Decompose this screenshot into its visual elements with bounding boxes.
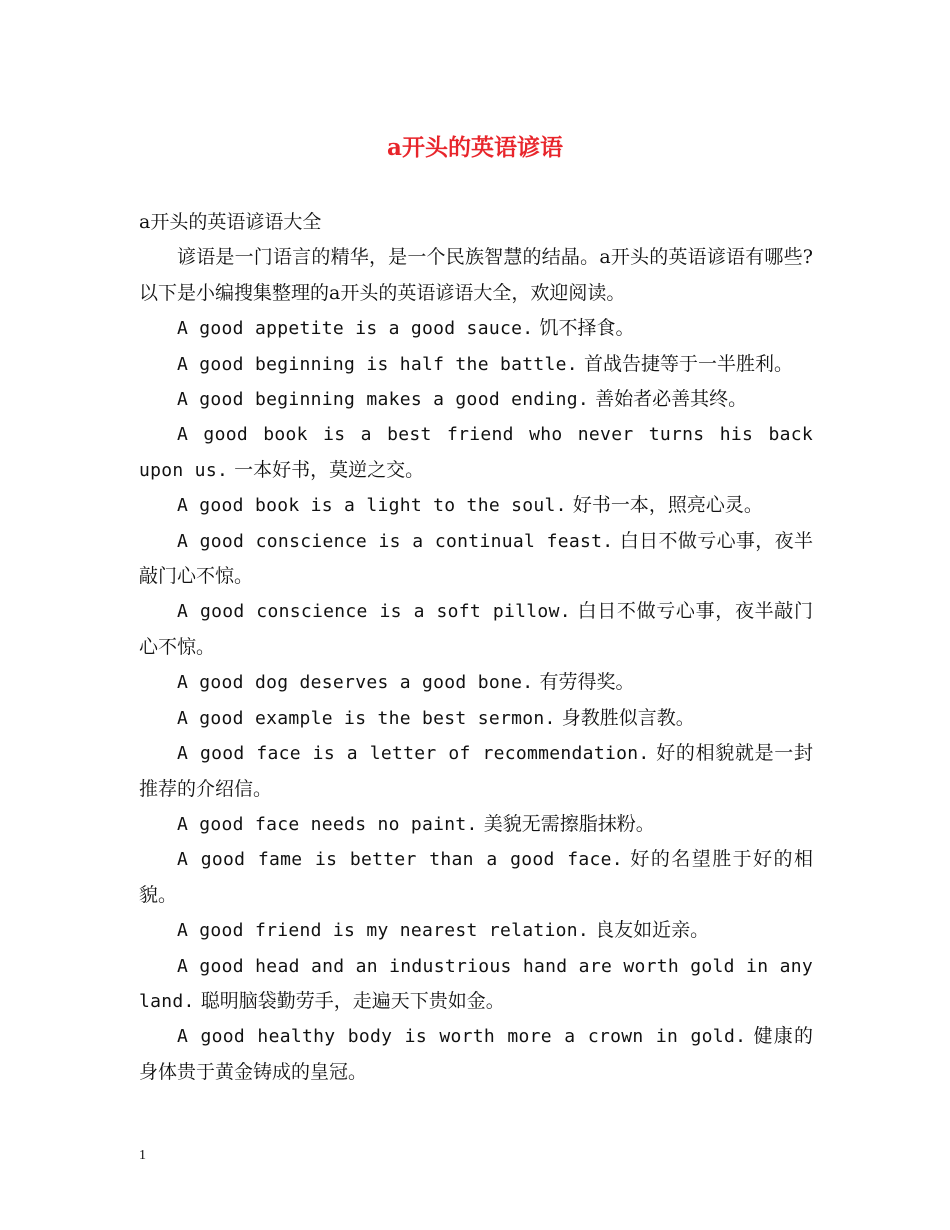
proverb-item (139, 594, 813, 665)
proverb-english: A good friend is my nearest relation. (177, 920, 590, 942)
proverb-item (139, 736, 813, 807)
proverb-chinese: 身教胜似言教。 (561, 706, 695, 729)
document-body (139, 205, 813, 1090)
proverb-chinese: 首战告捷等于一半胜利。 (583, 352, 793, 375)
proverb-chinese: 好的相貌就是一封推荐的介绍信。 (139, 742, 813, 800)
proverb-item (139, 949, 813, 1020)
proverb-english: A good conscience is a continual feast. (177, 530, 614, 552)
intro-paragraph: 谚语是一门语言的精华，是一个民族智慧的结晶。a开头的英语谚语有哪些?以下是小编搜集整理的a开头的英语谚语大全，欢迎阅读。 (139, 246, 813, 304)
document-title: a开头的英语谚语 (387, 134, 563, 161)
proverb-english: A good healthy body is worth more a crown in gold. (177, 1026, 747, 1048)
proverb-chinese: 白日不做亏心事，夜半敲门心不惊。 (139, 600, 813, 658)
proverb-english: A good conscience is a soft pillow. (177, 601, 571, 623)
proverb-english: A good dog deserves a good bone. (177, 672, 534, 694)
proverb-item (139, 665, 813, 700)
proverb-english: A good face is a letter of recommendation. (177, 743, 650, 765)
proverb-chinese: 健康的身体贵于黄金铸成的皇冠。 (139, 1025, 813, 1083)
proverb-list (139, 311, 813, 1090)
proverb-chinese: 好书一本，照亮心灵。 (572, 494, 763, 517)
proverb-english: A good head and an industrious hand are worth gold in any land. (139, 955, 813, 1012)
subtitle: a开头的英语谚语大全 (139, 211, 322, 233)
proverb-chinese: 有劳得奖。 (539, 671, 635, 694)
proverb-item (139, 311, 813, 346)
proverb-item (139, 1019, 813, 1090)
proverb-english: A good appetite is a good sauce. (177, 318, 534, 340)
proverb-chinese: 美貌无需擦脂抹粉。 (483, 812, 655, 835)
proverb-chinese: 好的名望胜于好的相貌。 (139, 848, 813, 906)
proverb-item (139, 842, 813, 913)
proverb-english: A good beginning is half the battle. (177, 353, 578, 375)
proverb-english: A good face needs no paint. (177, 813, 478, 835)
page-number: 1 (139, 1148, 146, 1163)
proverb-english: A good beginning makes a good ending. (177, 389, 590, 411)
proverb-item (139, 524, 813, 595)
proverb-item (139, 347, 813, 382)
proverb-item (139, 382, 813, 417)
proverb-item (139, 488, 813, 523)
proverb-chinese: 聪明脑袋勤劳手，走遍天下贵如金。 (200, 989, 505, 1012)
proverb-english: A good book is a light to the soul. (177, 495, 567, 517)
proverb-chinese: 良友如近亲。 (595, 919, 710, 942)
proverb-english: A good fame is better than a good face. (177, 849, 623, 871)
proverb-english: A good book is a best friend who never turns his back upon us. (139, 424, 813, 481)
proverb-chinese: 饥不择食。 (539, 317, 635, 340)
proverb-english: A good example is the best sermon. (177, 707, 556, 729)
proverb-item (139, 701, 813, 736)
proverb-item (139, 807, 813, 842)
proverb-item (139, 417, 813, 488)
proverb-chinese: 善始者必善其终。 (595, 388, 748, 411)
proverb-item (139, 913, 813, 948)
proverb-chinese: 一本好书，莫逆之交。 (234, 458, 425, 481)
proverb-chinese: 白日不做亏心事，夜半敲门心不惊。 (139, 529, 813, 588)
